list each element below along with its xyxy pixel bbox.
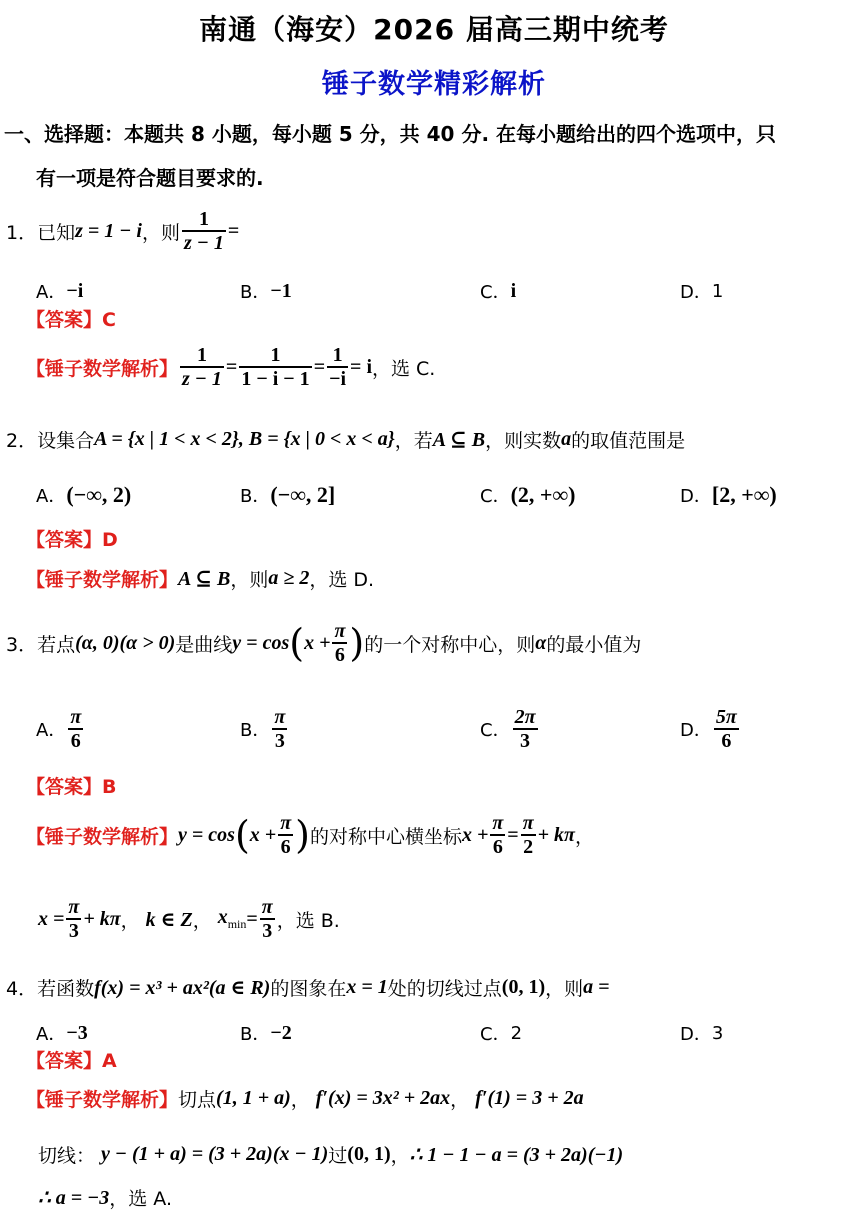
fraction-denominator: 3 bbox=[260, 918, 275, 942]
question-text: 的取值范围是 bbox=[571, 430, 686, 452]
option-letter: D． bbox=[680, 486, 712, 507]
analysis-text: ，选 C. bbox=[372, 357, 436, 380]
answer-value: A bbox=[102, 1050, 117, 1072]
fraction-denominator: z − 1 bbox=[183, 232, 224, 254]
option-letter: B． bbox=[240, 282, 271, 303]
answer-1 bbox=[26, 305, 116, 332]
fraction-denominator: 6 bbox=[490, 834, 505, 858]
fraction bbox=[490, 812, 505, 858]
question-4 bbox=[6, 974, 610, 1001]
fraction-numerator: 1 bbox=[198, 208, 209, 230]
math-expr: (α, 0)(α > 0) bbox=[75, 631, 176, 654]
answer-label: 【答案】 bbox=[26, 309, 103, 331]
fraction-numerator: π bbox=[334, 620, 346, 642]
question-text: 的一个对称中心，则 bbox=[364, 633, 536, 656]
math-expr: A ⊆ B bbox=[178, 568, 231, 590]
option-value: 1 bbox=[711, 280, 724, 302]
fraction-numerator: π bbox=[261, 896, 273, 918]
option-a[interactable] bbox=[36, 482, 131, 508]
fraction bbox=[182, 208, 226, 254]
analysis-label: 【锤子数学解析】 bbox=[26, 1089, 179, 1111]
option-c[interactable] bbox=[480, 278, 516, 304]
math-expr bbox=[218, 906, 247, 932]
question-number: 3． bbox=[6, 633, 38, 656]
math-expr: = bbox=[227, 219, 240, 242]
analysis-text: ， bbox=[120, 909, 140, 932]
option-letter: B． bbox=[240, 486, 271, 507]
analysis-text: ，选 B. bbox=[276, 909, 340, 932]
math-expr: x + bbox=[249, 823, 277, 846]
analysis-text: ， bbox=[390, 1145, 410, 1167]
page-subtitle: 锤子数学精彩解析 bbox=[322, 69, 546, 100]
answer-value: B bbox=[102, 776, 117, 798]
option-d[interactable] bbox=[680, 706, 741, 752]
answer-4 bbox=[26, 1046, 117, 1073]
fraction bbox=[239, 344, 311, 390]
option-letter: D． bbox=[680, 720, 712, 741]
math-expr: = bbox=[246, 907, 258, 930]
math-expr: A ⊆ B bbox=[432, 429, 486, 451]
option-value: [2, +∞) bbox=[711, 482, 777, 507]
option-letter: C． bbox=[480, 486, 511, 507]
math-expr: = i bbox=[350, 355, 372, 378]
analysis-text: ， bbox=[290, 1089, 310, 1111]
analysis-text: 的对称中心横坐标 bbox=[309, 825, 462, 848]
question-text: 是曲线 bbox=[175, 633, 233, 656]
question-number: 2． bbox=[6, 430, 38, 452]
math-expr: = bbox=[507, 823, 519, 846]
section-heading-line2: 有一项是符合题目要求的. bbox=[36, 166, 264, 190]
answer-value: D bbox=[102, 529, 118, 551]
option-d[interactable] bbox=[680, 1020, 723, 1046]
fraction bbox=[278, 812, 293, 858]
option-b[interactable] bbox=[240, 706, 289, 752]
fraction-numerator: 1 bbox=[196, 344, 207, 366]
analysis-label: 【锤子数学解析】 bbox=[26, 825, 179, 848]
question-text: ，则实数 bbox=[485, 430, 562, 452]
answer-label: 【答案】 bbox=[26, 529, 103, 551]
option-value: −1 bbox=[270, 279, 292, 302]
fraction-numerator: π bbox=[68, 896, 80, 918]
fraction bbox=[272, 706, 287, 752]
fraction-numerator: 1 bbox=[332, 344, 343, 366]
option-letter: C． bbox=[480, 282, 511, 303]
fraction-denominator: 6 bbox=[332, 642, 347, 666]
analysis-text: 切线： bbox=[38, 1145, 96, 1167]
option-value: (−∞, 2] bbox=[270, 482, 336, 507]
option-letter: A． bbox=[36, 282, 67, 303]
option-b[interactable] bbox=[240, 1020, 292, 1046]
fraction-denominator: −i bbox=[329, 368, 347, 390]
fraction-numerator: π bbox=[274, 706, 286, 728]
option-b[interactable] bbox=[240, 278, 292, 304]
analysis-3-line2 bbox=[38, 896, 340, 942]
option-c[interactable] bbox=[480, 1020, 522, 1046]
fraction-denominator: 6 bbox=[714, 728, 739, 752]
fraction bbox=[714, 706, 739, 752]
option-value: 2 bbox=[510, 1022, 523, 1044]
analysis-3: 【锤子数学解析】 y = cos ( x + $\frac{\pi}{6}$ ) 的对称中心横坐标 x + $\frac{\pi}{6}$ = $\frac{\pi}{2}$ + kπ ， bbox=[26, 812, 594, 858]
math-expr: f′(x) = 3x² + 2ax bbox=[315, 1087, 451, 1109]
question-number: 4． bbox=[6, 978, 38, 1000]
math-expr: α bbox=[535, 631, 547, 654]
fraction bbox=[521, 812, 536, 858]
math-expr: y − (1 + a) = (3 + 2a)(x − 1) bbox=[101, 1143, 329, 1165]
math-expr: f′(1) = 3 + 2a bbox=[475, 1087, 584, 1109]
math-expr: f(x) = x³ + ax²(a ∈ R) bbox=[94, 977, 271, 999]
analysis-label: 【锤子数学解析】 bbox=[26, 569, 179, 591]
option-letter: C． bbox=[480, 1024, 511, 1045]
question-text: ，则 bbox=[545, 978, 584, 1000]
option-letter: A． bbox=[36, 486, 67, 507]
option-letter: D． bbox=[680, 1024, 712, 1045]
option-value: (2, +∞) bbox=[510, 482, 576, 507]
question-1 bbox=[6, 208, 239, 254]
question-text: ，则 bbox=[141, 221, 180, 244]
fraction-denominator: 3 bbox=[272, 728, 287, 752]
fraction-numerator: π bbox=[522, 812, 534, 834]
option-value: −3 bbox=[66, 1021, 88, 1044]
analysis-4-line3 bbox=[38, 1184, 172, 1211]
page-title: 南通（海安）2026 届高三期中统考 bbox=[199, 13, 669, 46]
math-expr: (1, 1 + a) bbox=[216, 1087, 291, 1109]
math-expr: x = 1 bbox=[346, 976, 388, 998]
fraction bbox=[260, 896, 275, 942]
question-number: 1． bbox=[6, 221, 38, 244]
option-letter: C． bbox=[480, 720, 511, 741]
answer-3 bbox=[26, 772, 117, 799]
math-expr: a bbox=[561, 428, 572, 450]
math-expr: a ≥ 2 bbox=[268, 567, 310, 589]
option-letter: A． bbox=[36, 720, 67, 741]
fraction-denominator: 6 bbox=[68, 728, 83, 752]
fraction-denominator: 2 bbox=[521, 834, 536, 858]
question-text: ，若 bbox=[394, 430, 433, 452]
fraction bbox=[180, 344, 224, 390]
question-text: 设集合 bbox=[37, 430, 95, 452]
question-text: 已知 bbox=[37, 221, 76, 244]
analysis-4 bbox=[26, 1085, 584, 1112]
option-value: 3 bbox=[711, 1022, 724, 1044]
fraction bbox=[68, 706, 83, 752]
option-c[interactable] bbox=[480, 482, 575, 508]
option-a[interactable] bbox=[36, 278, 83, 304]
math-expr: k ∈ Z bbox=[145, 908, 193, 931]
option-b[interactable] bbox=[240, 482, 335, 508]
analysis-text: ， bbox=[450, 1089, 470, 1111]
analysis-4-line2 bbox=[38, 1141, 623, 1168]
math-var: x bbox=[217, 906, 228, 928]
question-2 bbox=[6, 426, 685, 453]
option-a[interactable] bbox=[36, 1020, 88, 1046]
option-d[interactable] bbox=[680, 278, 723, 304]
option-value: −2 bbox=[270, 1021, 292, 1044]
option-d[interactable] bbox=[680, 482, 777, 508]
fraction-denominator: 3 bbox=[513, 728, 538, 752]
question-3: 3． 若点 (α, 0)(α > 0) 是曲线 y = cos ( x + $\frac{\pi}{6}$ ) 的一个对称中心，则 α 的最小值为 bbox=[6, 620, 642, 666]
math-expr: y = cos bbox=[178, 823, 235, 846]
fraction-denominator: 1 − i − 1 bbox=[241, 368, 310, 390]
math-expr: y = cos bbox=[232, 631, 290, 654]
fraction bbox=[513, 706, 538, 752]
analysis-text: 过 bbox=[328, 1145, 348, 1167]
math-expr: x + bbox=[304, 631, 331, 654]
math-expr: ∴ 1 − 1 − a = (3 + 2a)(−1) bbox=[409, 1144, 624, 1166]
math-expr: + kπ bbox=[83, 907, 121, 930]
analysis-text: 切点 bbox=[178, 1089, 217, 1111]
math-subscript: min bbox=[227, 917, 247, 931]
question-text: 处的切线过点 bbox=[387, 978, 502, 1000]
math-expr: (0, 1) bbox=[501, 976, 546, 998]
fraction-numerator: π bbox=[280, 812, 292, 834]
math-expr: (0, 1) bbox=[347, 1143, 391, 1165]
option-value: i bbox=[510, 279, 517, 302]
fraction-numerator: π bbox=[70, 706, 82, 728]
option-letter: D． bbox=[680, 282, 712, 303]
question-text: 若函数 bbox=[37, 978, 95, 1000]
analysis-text: ，选 A. bbox=[109, 1188, 172, 1210]
fraction-denominator: 3 bbox=[66, 918, 81, 942]
analysis-label: 【锤子数学解析】 bbox=[26, 357, 179, 380]
math-expr: z = 1 − i bbox=[75, 219, 142, 242]
fraction bbox=[327, 344, 348, 390]
section-heading-line1: 一、选择题：本题共 8 小题，每小题 5 分，共 40 分. 在每小题给出的四个选项中，只 bbox=[4, 122, 777, 146]
answer-2 bbox=[26, 525, 118, 552]
option-letter: B． bbox=[240, 1024, 271, 1045]
analysis-text: ， bbox=[192, 909, 212, 932]
option-letter: B． bbox=[240, 720, 271, 741]
fraction-denominator: 6 bbox=[278, 834, 293, 858]
option-value: (−∞, 2) bbox=[66, 482, 132, 507]
math-expr: A = {x | 1 < x < 2}, B = {x | 0 < x < a} bbox=[94, 428, 395, 450]
question-text: 的最小值为 bbox=[546, 633, 642, 656]
fraction-numerator: 2π bbox=[514, 706, 536, 728]
fraction-denominator: z − 1 bbox=[182, 368, 222, 390]
fraction-numerator: π bbox=[492, 812, 504, 834]
analysis-text: ，则 bbox=[230, 569, 269, 591]
analysis-1: 【锤子数学解析】 $\frac{1}{z - 1}$ = $\frac{1}{1 - i - 1}$ = $\frac{1}{-i}$ = i ，选 C. bbox=[26, 344, 436, 390]
answer-label: 【答案】 bbox=[26, 1050, 103, 1072]
fraction bbox=[332, 620, 347, 666]
math-expr: + kπ bbox=[537, 823, 575, 846]
math-expr: x + bbox=[461, 823, 489, 846]
question-text: 若点 bbox=[37, 633, 76, 656]
question-text: 的图象在 bbox=[270, 978, 347, 1000]
analysis-text: ， bbox=[574, 825, 594, 848]
analysis-2 bbox=[26, 565, 374, 592]
option-value: −i bbox=[66, 279, 84, 302]
fraction-numerator: 5π bbox=[715, 706, 737, 728]
fraction-numerator: 1 bbox=[270, 344, 281, 366]
fraction bbox=[66, 896, 81, 942]
option-c[interactable] bbox=[480, 706, 540, 752]
math-expr: x = bbox=[38, 907, 65, 930]
answer-value: C bbox=[102, 309, 116, 331]
option-a[interactable] bbox=[36, 706, 85, 752]
math-expr: ∴ a = −3 bbox=[38, 1187, 110, 1209]
analysis-text: ，选 D. bbox=[309, 569, 375, 591]
option-letter: A． bbox=[36, 1024, 67, 1045]
answer-label: 【答案】 bbox=[26, 776, 103, 798]
math-expr: a = bbox=[583, 976, 610, 998]
